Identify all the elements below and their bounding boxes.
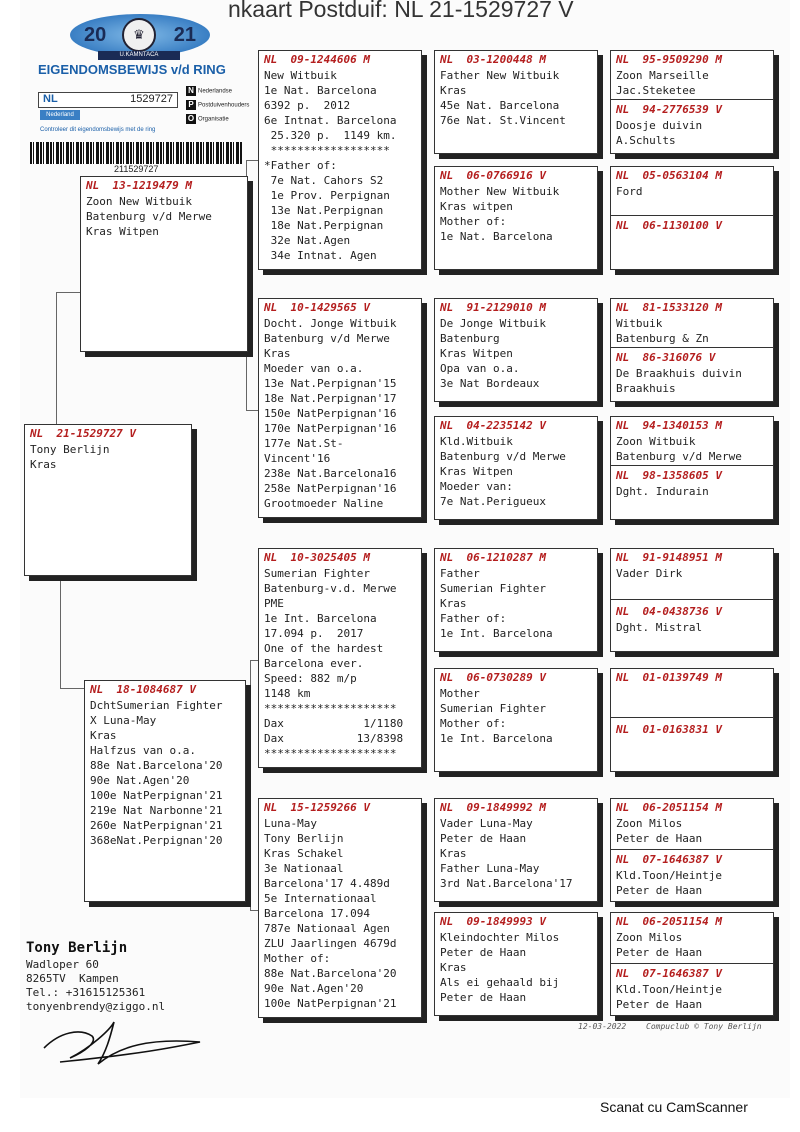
info-line: Batenburg v/d Merwe xyxy=(86,210,212,223)
ring-certificate xyxy=(36,14,250,178)
signature-image xyxy=(40,1018,210,1066)
info-line: *Father of: xyxy=(264,159,337,172)
barcode xyxy=(30,142,242,164)
info-line: Kras xyxy=(440,961,467,974)
info-line: Zoon Marseille xyxy=(616,69,709,82)
info-line: Sumerian Fighter xyxy=(440,582,546,595)
connector xyxy=(250,660,258,661)
info-line: DchtSumerian Fighter xyxy=(90,699,223,712)
info-line: Halfzus van o.a. xyxy=(90,744,196,757)
pair-second xyxy=(611,217,773,234)
legend-n: N Nederlandse xyxy=(186,86,232,96)
info-line: Peter de Haan xyxy=(440,946,527,959)
info-line: 219e Nat Narbonne'21 xyxy=(90,804,223,817)
ring-number: NL 04-2235142 V xyxy=(440,419,546,432)
pigeon-card-sire xyxy=(80,176,248,352)
pair-divider xyxy=(611,99,773,100)
legend-p-label: Postduivenhouders xyxy=(198,102,250,109)
legend-p: P Postduivenhouders xyxy=(186,100,249,110)
pair-second xyxy=(611,101,773,148)
ring-number: NL 06-0730289 V xyxy=(440,671,546,684)
info-line: Kras Witpen xyxy=(86,225,159,238)
ring-number: NL 09-1244606 M xyxy=(264,53,370,66)
pigeon-card-dsd xyxy=(434,668,598,772)
info-line: Batenburg v/d Merwe xyxy=(616,450,742,463)
pigeon-card-dam xyxy=(84,680,246,902)
pigeon-pair-card xyxy=(610,798,774,902)
owner-city: 8265TV Kampen xyxy=(26,972,119,985)
ring-number: NL 18-1084687 V xyxy=(90,683,196,696)
ring-number: NL 06-1130100 V xyxy=(616,219,722,232)
info-line: Father Luna-May xyxy=(440,862,540,875)
info-line: Mother of: xyxy=(264,952,331,965)
info-line: Dght. Indurain xyxy=(616,485,709,498)
ring-number: NL 01-0139749 M xyxy=(616,671,722,684)
ring-number: NL 05-0563104 M xyxy=(616,169,722,182)
info-line: 5e Internationaal xyxy=(264,892,377,905)
info-line: 1e Int. Barcelona xyxy=(440,732,553,745)
info-line: Zoon Milos xyxy=(616,931,683,944)
info-line: Kras xyxy=(264,347,291,360)
certificate-country: NL xyxy=(43,93,58,105)
pair-divider xyxy=(611,849,773,850)
pair-divider xyxy=(611,963,773,964)
info-line: 3e Nationaal xyxy=(264,862,344,875)
info-line: New Witbuik xyxy=(264,69,337,82)
info-line: Kras xyxy=(440,597,467,610)
info-line: Dght. Mistral xyxy=(616,621,703,634)
info-line: 17.094 p. 2017 xyxy=(264,627,364,640)
info-line: 88e Nat.Barcelona'20 xyxy=(90,759,223,772)
pigeon-card-ds xyxy=(258,548,422,768)
info-line: 6e Intnat. Barcelona xyxy=(264,114,397,127)
pigeon-pair-card xyxy=(610,416,774,520)
ring-number: NL 06-0766916 V xyxy=(440,169,546,182)
info-line: Tony Berlijn xyxy=(264,832,344,845)
certificate-banner: U.KAMNTACA xyxy=(98,51,180,60)
info-line: Peter de Haan xyxy=(616,998,703,1011)
info-line: Kras xyxy=(440,847,467,860)
info-line: 7e Nat.Perigueux xyxy=(440,495,546,508)
pigeon-card-ddd xyxy=(434,912,598,1016)
ring-number: NL 04-0438736 V xyxy=(616,605,722,618)
info-line: 45e Nat. Barcelona xyxy=(440,99,560,112)
info-line: Kld.Toon/Heintje xyxy=(616,869,722,882)
info-line: Peter de Haan xyxy=(616,884,703,897)
info-line: 7e Nat. Cahors S2 xyxy=(264,174,384,187)
info-line: ZLU Jaarlingen 4679d xyxy=(264,937,397,950)
info-line: 25.320 p. 1149 km. xyxy=(264,129,397,142)
info-line: Doosje duivin xyxy=(616,119,703,132)
ring-number: NL 95-9509290 M xyxy=(616,53,722,66)
info-line: 18e Nat.Perpignan'17 xyxy=(264,392,397,405)
pair-divider xyxy=(611,215,773,216)
ring-number: NL 81-1533120 M xyxy=(616,301,722,314)
connector xyxy=(56,292,82,293)
owner-address: Wadloper 60 xyxy=(26,958,99,971)
info-line: 76e Nat. St.Vincent xyxy=(440,114,566,127)
pair-divider xyxy=(611,717,773,718)
info-line: Kras xyxy=(440,84,467,97)
info-line: Dax 13/8398 xyxy=(264,732,404,745)
info-line: Moeder van o.a. xyxy=(264,362,364,375)
info-line: 34e Intnat. Agen xyxy=(264,249,377,262)
scanner-watermark: Scanat cu CamScanner xyxy=(600,1099,748,1115)
info-line: 1e Nat. Barcelona xyxy=(440,230,553,243)
info-line: 13e Nat.Perpignan xyxy=(264,204,384,217)
ring-number: NL 09-1849992 M xyxy=(440,801,546,814)
certificate-year-left: 20 xyxy=(84,24,107,46)
pigeon-card-ss xyxy=(258,50,422,270)
info-line: Kras xyxy=(90,729,117,742)
ring-number: NL 15-1259266 V xyxy=(264,801,370,814)
owner-email: tonyenbrendy@ziggo.nl xyxy=(26,1000,166,1013)
info-line: Barcelona ever. xyxy=(264,657,364,670)
info-line: Father New Witbuik xyxy=(440,69,560,82)
info-line: Kld.Witbuik xyxy=(440,435,513,448)
ring-number: NL 09-1849993 V xyxy=(440,915,546,928)
info-line: Barcelona 17.094 xyxy=(264,907,370,920)
info-line: Sumerian Fighter xyxy=(440,702,546,715)
ring-number: NL 07-1646387 V xyxy=(616,853,722,866)
ring-number: NL 03-1200448 M xyxy=(440,53,546,66)
info-line: 1e Nat. Barcelona xyxy=(264,84,377,97)
country-tag: Nederland xyxy=(40,110,80,120)
info-line: De Braakhuis duivin xyxy=(616,367,742,380)
pigeon-card-dds xyxy=(434,798,598,902)
legend-o: O Organisatie xyxy=(187,114,229,123)
ring-number: NL 10-1429565 V xyxy=(264,301,370,314)
info-line: Kras witpen xyxy=(440,200,513,213)
info-line: Father of: xyxy=(440,612,507,625)
info-line: Peter de Haan xyxy=(440,991,527,1004)
ring-number: NL 13-1219479 M xyxy=(86,179,192,192)
info-line: 1148 km xyxy=(264,687,311,700)
info-line: 258e NatPerpignan'16 xyxy=(264,482,397,495)
ring-number-field xyxy=(38,92,178,108)
info-line: 3rd Nat.Barcelona'17 xyxy=(440,877,573,890)
info-line: De Jonge Witbuik xyxy=(440,317,546,330)
pair-divider xyxy=(611,599,773,600)
info-line: Barcelona'17 4.489d xyxy=(264,877,390,890)
info-line: Mother xyxy=(440,687,480,700)
ring-number: NL 94-2776539 V xyxy=(616,103,722,116)
pigeon-card-ssd xyxy=(434,166,598,270)
connector xyxy=(246,410,258,411)
info-line: 100e NatPerpignan'21 xyxy=(264,997,397,1010)
ring-number: NL 98-1358605 V xyxy=(616,469,722,482)
certificate-ring-number: 1529727 xyxy=(130,93,173,105)
ring-number: NL 06-2051154 M xyxy=(616,915,722,928)
pair-divider xyxy=(611,465,773,466)
connector xyxy=(246,160,258,161)
info-line: Opa van o.a. xyxy=(440,362,520,375)
info-line: 150e NatPerpignan'16 xyxy=(264,407,397,420)
pair-second xyxy=(611,349,773,396)
info-line: Luna-May xyxy=(264,817,317,830)
info-line: Zoon Witbuik xyxy=(616,435,696,448)
ring-number: NL 21-1529727 V xyxy=(30,427,136,440)
info-line: Peter de Haan xyxy=(616,832,703,845)
info-line: Docht. Jonge Witbuik xyxy=(264,317,397,330)
pigeon-pair-card xyxy=(610,912,774,1016)
info-line: Vader Dirk xyxy=(616,567,683,580)
pair-second xyxy=(611,851,773,898)
ring-number: NL 06-1210287 M xyxy=(440,551,546,564)
info-line: Father xyxy=(440,567,480,580)
pigeon-pair-card xyxy=(610,298,774,402)
info-line: 368eNat.Perpignan'20 xyxy=(90,834,223,847)
legend-n-label: Nederlandse xyxy=(198,88,233,95)
lion-crest-icon: ♛ xyxy=(122,18,156,52)
info-line: 100e NatPerpignan'21 xyxy=(90,789,223,802)
ring-number: NL 94-1340153 M xyxy=(616,419,722,432)
pair-divider xyxy=(611,347,773,348)
pigeon-pair-card xyxy=(610,50,774,154)
pigeon-card-subject xyxy=(24,424,192,576)
owner-name: Tony Berlijn xyxy=(26,940,128,956)
pigeon-card-sdd xyxy=(434,416,598,520)
info-line: Kras Witpen xyxy=(440,465,513,478)
info-line: Kras Witpen xyxy=(440,347,513,360)
pigeon-card-dd xyxy=(258,798,422,1018)
info-line: Witbuik xyxy=(616,317,663,330)
info-line: Moeder van: xyxy=(440,480,513,493)
pigeon-pair-card xyxy=(610,166,774,270)
info-line: Mother of: xyxy=(440,717,507,730)
info-line: Kleindochter Milos xyxy=(440,931,560,944)
info-line: 1e Int. Barcelona xyxy=(440,627,553,640)
footer-club: Compuclub © Tony Berlijn xyxy=(646,1022,762,1031)
info-line: 170e NatPerpignan'16 xyxy=(264,422,397,435)
info-line: Sumerian Fighter xyxy=(264,567,370,580)
info-line: ****************** xyxy=(264,144,390,157)
footer-date: 12-03-2022 xyxy=(578,1022,627,1031)
info-line: Zoon New Witbuik xyxy=(86,195,192,208)
barcode-number: 211529727 xyxy=(114,164,159,174)
info-line: 88e Nat.Barcelona'20 xyxy=(264,967,397,980)
info-line: Speed: 882 m/p xyxy=(264,672,357,685)
info-line: 13e Nat.Perpignan'15 xyxy=(264,377,397,390)
ring-number: NL 91-9148951 M xyxy=(616,551,722,564)
info-line: 1e Int. Barcelona xyxy=(264,612,377,625)
pigeon-card-sds xyxy=(434,298,598,402)
owner-info xyxy=(26,938,246,1014)
pigeon-card-sd xyxy=(258,298,422,518)
pair-second xyxy=(611,603,773,635)
connector xyxy=(250,660,251,910)
owner-phone: Tel.: +31615125361 xyxy=(26,986,146,999)
ring-number: NL 01-0163831 V xyxy=(616,723,722,736)
info-line: Kld.Toon/Heintje xyxy=(616,983,722,996)
ring-number: NL 86-316076 V xyxy=(616,351,716,364)
info-line: Mother New Witbuik xyxy=(440,185,560,198)
info-line: Peter de Haan xyxy=(616,946,703,959)
info-line: A.Schults xyxy=(616,134,676,147)
info-line: Braakhuis xyxy=(616,382,676,395)
page-title: nkaart Postduif: NL 21-1529727 V xyxy=(228,0,574,22)
pigeon-card-dss xyxy=(434,548,598,652)
connector xyxy=(250,910,258,911)
info-line: Vincent'16 xyxy=(264,452,331,465)
info-line: Peter de Haan xyxy=(440,832,527,845)
certificate-heading: EIGENDOMSBEWIJS v/d RING xyxy=(38,62,226,77)
info-line: Vader Luna-May xyxy=(440,817,533,830)
info-line: 18e Nat.Perpignan xyxy=(264,219,384,232)
info-line: ******************** xyxy=(264,702,397,715)
ring-number: NL 06-2051154 M xyxy=(616,801,722,814)
info-line: 177e Nat.St- xyxy=(264,437,344,450)
info-line: Zoon Milos xyxy=(616,817,683,830)
info-line: 32e Nat.Agen xyxy=(264,234,351,247)
ring-number: NL 10-3025405 M xyxy=(264,551,370,564)
connector xyxy=(60,560,61,688)
info-line: 1e Prov. Perpignan xyxy=(264,189,390,202)
info-line: 90e Nat.Agen'20 xyxy=(264,982,364,995)
info-line: Mother of: xyxy=(440,215,507,228)
pair-second xyxy=(611,467,773,499)
pigeon-pair-card xyxy=(610,548,774,652)
certificate-year-right: 21 xyxy=(173,24,196,46)
info-line: Tony Berlijn xyxy=(30,443,110,456)
info-line: Kras Schakel xyxy=(264,847,344,860)
pair-second xyxy=(611,965,773,1012)
info-line: X Luna-May xyxy=(90,714,157,727)
pigeon-pair-card xyxy=(610,668,774,772)
info-line: 90e Nat.Agen'20 xyxy=(90,774,190,787)
info-line: PME xyxy=(264,597,284,610)
info-line: Batenburg xyxy=(440,332,500,345)
info-line: Batenburg & Zn xyxy=(616,332,709,345)
ring-number: NL 91-2129010 M xyxy=(440,301,546,314)
pair-second xyxy=(611,721,773,738)
info-line: ******************** xyxy=(264,747,397,760)
connector xyxy=(56,292,57,426)
ring-number: NL 07-1646387 V xyxy=(616,967,722,980)
pigeon-card-sss xyxy=(434,50,598,154)
info-line: 3e Nat Bordeaux xyxy=(440,377,540,390)
info-line: 260e NatPerpignan'21 xyxy=(90,819,223,832)
info-line: Batenburg v/d Merwe xyxy=(440,450,566,463)
info-line: Batenburg-v.d. Merwe xyxy=(264,582,397,595)
info-line: Dax 1/1180 xyxy=(264,717,404,730)
info-line: Kras xyxy=(30,458,57,471)
info-line: Ford xyxy=(616,185,643,198)
legend-o-label: Organisatie xyxy=(198,116,229,123)
info-line: Grootmoeder Naline xyxy=(264,497,384,510)
info-line: Jac.Steketee xyxy=(616,84,696,97)
info-line: One of the hardest xyxy=(264,642,384,655)
info-line: 787e Nationaal Agen xyxy=(264,922,390,935)
info-line: 238e Nat.Barcelona16 xyxy=(264,467,397,480)
info-line: Als ei gehaald bij xyxy=(440,976,560,989)
certificate-note: Controleer dit eigendomsbewijs met de ring xyxy=(40,127,156,133)
info-line: Batenburg v/d Merwe xyxy=(264,332,390,345)
connector xyxy=(60,688,86,689)
info-line: 6392 p. 2012 xyxy=(264,99,351,112)
